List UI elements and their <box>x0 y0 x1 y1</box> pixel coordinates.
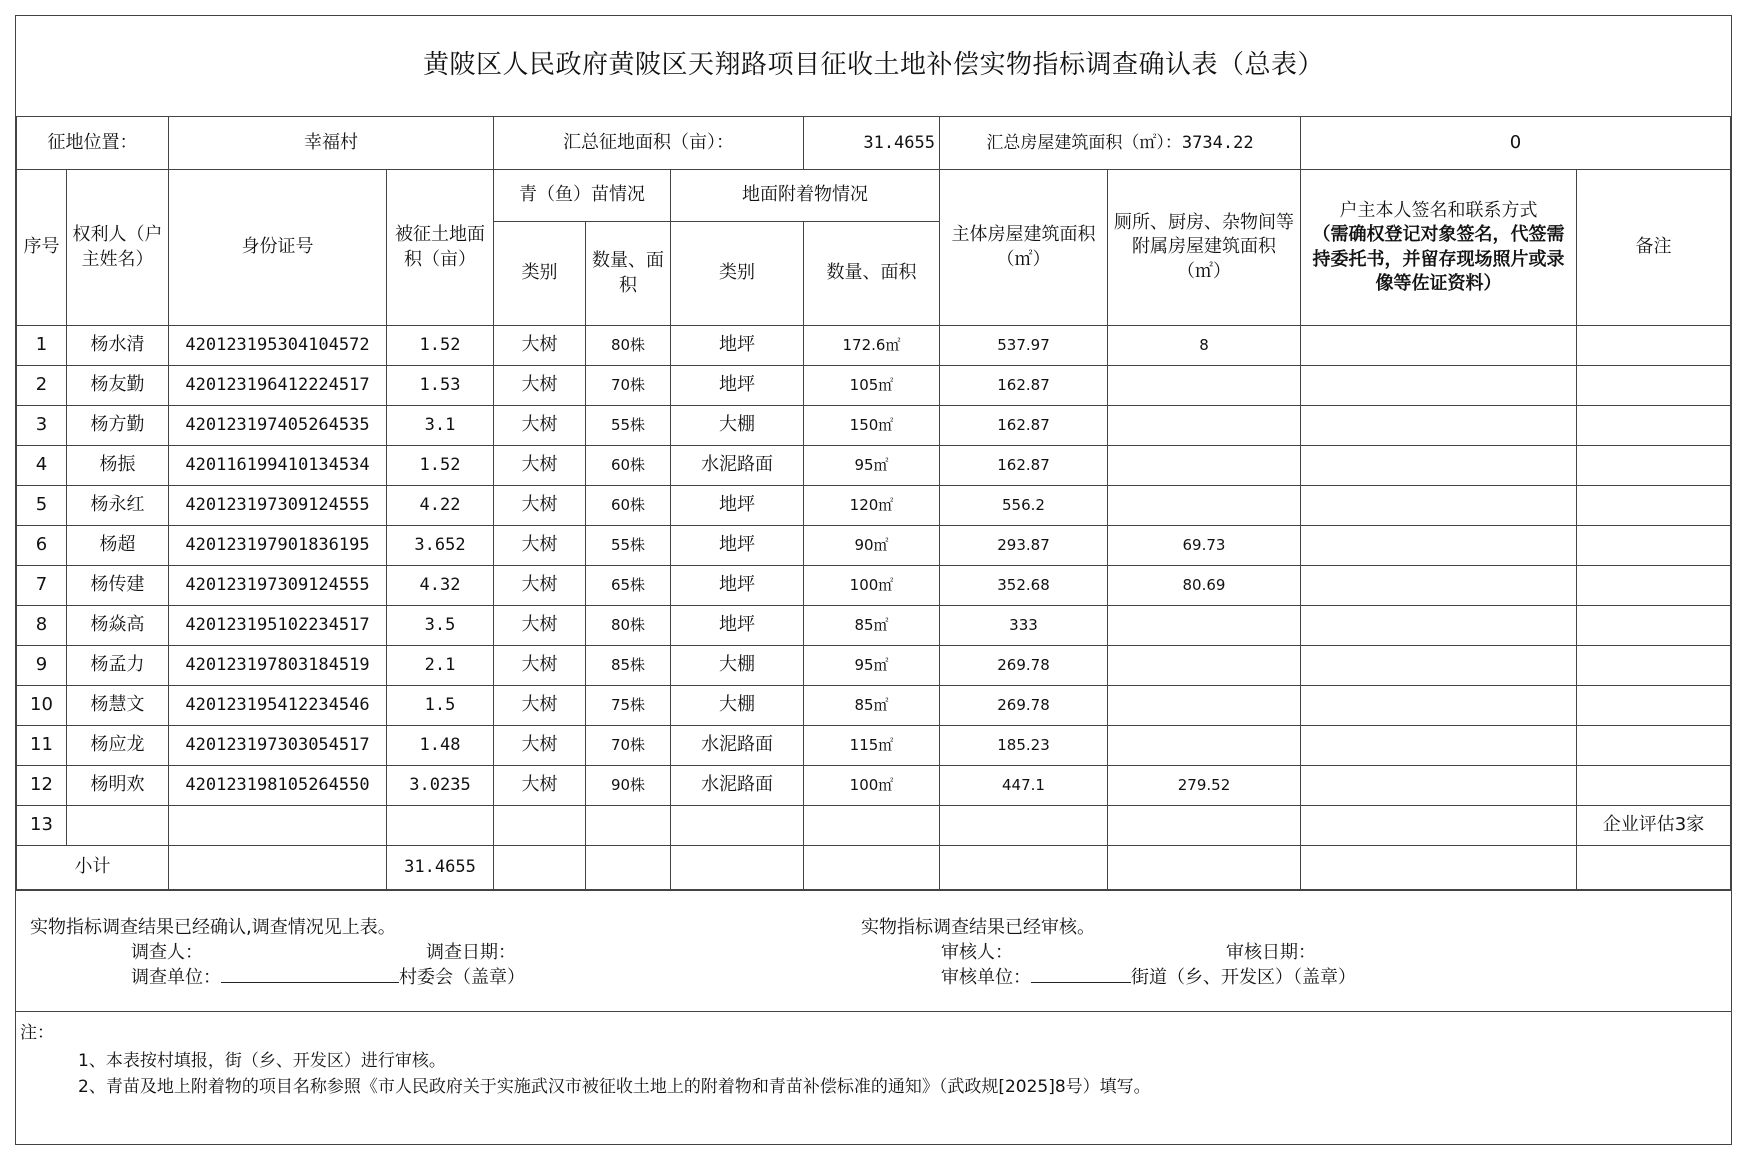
cell-seq: 8 <box>17 606 67 646</box>
table-row <box>17 406 1731 446</box>
cell-attachment-type: 地坪 <box>671 366 804 406</box>
investigation-date-label: 调查日期： <box>426 942 516 963</box>
cell-attachment-type <box>671 806 804 846</box>
cell-attachment-qty: 85㎡ <box>804 606 940 646</box>
cell-attachment-type: 地坪 <box>671 606 804 646</box>
investigation-unit <box>131 963 525 989</box>
cell-attachment-type: 大棚 <box>671 646 804 686</box>
cell-owner: 杨慧文 <box>67 686 169 726</box>
investigation-unit-blank[interactable] <box>221 964 399 983</box>
cell-attachment-qty: 172.6㎡ <box>804 326 940 366</box>
cell-seedling-qty: 85株 <box>586 646 671 686</box>
total-building-label: 汇总房屋建筑面积（㎡）：3734.22 <box>940 117 1301 170</box>
cell-area: 1.48 <box>387 726 494 766</box>
cell-owner <box>67 806 169 846</box>
header-remarks: 备注 <box>1577 170 1731 326</box>
cell-owner: 杨传建 <box>67 566 169 606</box>
cell-main-building: 352.68 <box>940 566 1108 606</box>
survey-form <box>15 15 1732 1145</box>
cell-seq: 1 <box>17 326 67 366</box>
survey-table <box>16 16 1731 890</box>
header-id: 身份证号 <box>169 170 387 326</box>
cell-main-building <box>940 806 1108 846</box>
cell-id: 420123195102234517 <box>169 606 387 646</box>
cell-main-building: 556.2 <box>940 486 1108 526</box>
cell-attachment-type: 地坪 <box>671 486 804 526</box>
cell-attachment-type: 水泥路面 <box>671 446 804 486</box>
reviewer-label: 审核人： <box>941 942 1013 963</box>
cell-attachment-qty: 95㎡ <box>804 646 940 686</box>
header-attachment-group: 地面附着物情况 <box>671 170 940 222</box>
cell-attachment-type: 地坪 <box>671 566 804 606</box>
cell-seedling-type: 大树 <box>494 326 586 366</box>
cell-area: 1.52 <box>387 326 494 366</box>
cell-aux-building <box>1108 686 1301 726</box>
header-main-building: 主体房屋建筑面积（㎡） <box>940 170 1108 326</box>
cell-main-building: 269.78 <box>940 686 1108 726</box>
cell-remark <box>1577 646 1731 686</box>
cell-remark <box>1577 486 1731 526</box>
cell-signature[interactable] <box>1301 726 1577 766</box>
cell-signature[interactable] <box>1301 806 1577 846</box>
cell-area: 2.1 <box>387 646 494 686</box>
subtotal-empty-1 <box>494 846 586 890</box>
review-confirm-text: 实物指标调查结果已经审核。 <box>861 917 1095 938</box>
cell-seq: 7 <box>17 566 67 606</box>
cell-seedling-type: 大树 <box>494 566 586 606</box>
investigation-unit-suffix: 村委会（盖章） <box>399 967 525 988</box>
cell-id: 420123196412224517 <box>169 366 387 406</box>
cell-remark <box>1577 606 1731 646</box>
signature-block <box>16 890 1731 1011</box>
cell-owner: 杨明欢 <box>67 766 169 806</box>
cell-seedling-qty: 80株 <box>586 606 671 646</box>
subtotal-empty-5 <box>940 846 1108 890</box>
cell-main-building: 447.1 <box>940 766 1108 806</box>
cell-seq: 5 <box>17 486 67 526</box>
cell-seedling-type: 大树 <box>494 486 586 526</box>
header-signature <box>1301 170 1577 326</box>
cell-id: 420123197303054517 <box>169 726 387 766</box>
cell-aux-building <box>1108 606 1301 646</box>
cell-id: 420123197901836195 <box>169 526 387 566</box>
cell-id: 420123197309124555 <box>169 486 387 526</box>
cell-seq: 2 <box>17 366 67 406</box>
cell-seedling-type: 大树 <box>494 686 586 726</box>
cell-area <box>387 806 494 846</box>
note-1: 1、本表按村填报，街（乡、开发区）进行审核。 <box>78 1051 446 1071</box>
cell-id: 420123197309124555 <box>169 566 387 606</box>
cell-attachment-qty: 85㎡ <box>804 686 940 726</box>
cell-seedling-qty: 60株 <box>586 486 671 526</box>
cell-signature[interactable] <box>1301 766 1577 806</box>
subtotal-empty-3 <box>671 846 804 890</box>
header-signature-note: （需确权登记对象签名，代签需持委托书，并留存现场照片或录像等佐证资料） <box>1312 224 1565 294</box>
cell-area: 3.5 <box>387 606 494 646</box>
cell-aux-building <box>1108 806 1301 846</box>
investigator-label: 调查人： <box>131 942 203 963</box>
cell-seedling-type: 大树 <box>494 646 586 686</box>
subtotal-empty-2 <box>586 846 671 890</box>
subtotal-area: 31.4655 <box>387 846 494 890</box>
table-row <box>17 486 1731 526</box>
review-date-label: 审核日期： <box>1226 942 1316 963</box>
cell-aux-building <box>1108 406 1301 446</box>
cell-main-building: 162.87 <box>940 446 1108 486</box>
cell-id <box>169 806 387 846</box>
cell-seq: 9 <box>17 646 67 686</box>
table-row <box>17 726 1731 766</box>
cell-signature[interactable] <box>1301 646 1577 686</box>
header-seq: 序号 <box>17 170 67 326</box>
review-unit-suffix: 街道（乡、开发区）（盖章） <box>1131 967 1356 988</box>
investigation-unit-label: 调查单位： <box>131 967 221 988</box>
cell-attachment-qty: 90㎡ <box>804 526 940 566</box>
cell-remark <box>1577 566 1731 606</box>
cell-remark <box>1577 686 1731 726</box>
table-row <box>17 326 1731 366</box>
table-row <box>17 806 1731 846</box>
table-row <box>17 766 1731 806</box>
cell-remark: 企业评估3家 <box>1577 806 1731 846</box>
cell-seedling-qty: 80株 <box>586 326 671 366</box>
cell-remark <box>1577 446 1731 486</box>
cell-attachment-qty: 100㎡ <box>804 566 940 606</box>
cell-aux-building: 80.69 <box>1108 566 1301 606</box>
cell-signature[interactable] <box>1301 326 1577 366</box>
location-label: 征地位置： <box>17 117 169 170</box>
cell-seedling-type: 大树 <box>494 606 586 646</box>
table-row <box>17 686 1731 726</box>
investigation-confirm-text: 实物指标调查结果已经确认,调查情况见上表。 <box>30 917 396 938</box>
cell-remark <box>1577 366 1731 406</box>
cell-owner: 杨孟力 <box>67 646 169 686</box>
cell-owner: 杨水清 <box>67 326 169 366</box>
cell-attachment-qty: 115㎡ <box>804 726 940 766</box>
cell-owner: 杨应龙 <box>67 726 169 766</box>
cell-seedling-type: 大树 <box>494 446 586 486</box>
subtotal-empty-4 <box>804 846 940 890</box>
cell-main-building: 162.87 <box>940 366 1108 406</box>
cell-aux-building: 279.52 <box>1108 766 1301 806</box>
cell-seedling-type: 大树 <box>494 526 586 566</box>
cell-attachment-qty <box>804 806 940 846</box>
cell-seedling-qty: 90株 <box>586 766 671 806</box>
cell-owner: 杨永红 <box>67 486 169 526</box>
table-row <box>17 366 1731 406</box>
cell-aux-building <box>1108 486 1301 526</box>
cell-signature[interactable] <box>1301 606 1577 646</box>
header-seedling-type: 类别 <box>494 222 586 326</box>
cell-seq: 3 <box>17 406 67 446</box>
cell-main-building: 333 <box>940 606 1108 646</box>
extra-value: 0 <box>1301 117 1731 170</box>
cell-seedling-qty: 65株 <box>586 566 671 606</box>
cell-aux-building: 69.73 <box>1108 526 1301 566</box>
cell-id: 420123198105264550 <box>169 766 387 806</box>
cell-signature[interactable] <box>1301 686 1577 726</box>
cell-seq: 10 <box>17 686 67 726</box>
cell-signature[interactable] <box>1301 526 1577 566</box>
cell-seedling-type: 大树 <box>494 766 586 806</box>
cell-owner: 杨友勤 <box>67 366 169 406</box>
cell-remark <box>1577 726 1731 766</box>
page-title: 黄陂区人民政府黄陂区天翔路项目征收土地补偿实物指标调查确认表（总表） <box>17 16 1731 117</box>
cell-attachment-type: 水泥路面 <box>671 726 804 766</box>
cell-signature[interactable] <box>1301 366 1577 406</box>
subtotal-row <box>17 846 1731 890</box>
total-area-value: 31.4655 <box>804 117 940 170</box>
cell-signature[interactable] <box>1301 566 1577 606</box>
note-2: 2、青苗及地上附着物的项目名称参照《市人民政府关于实施武汉市被征收土地上的附着物和青苗补偿标准的通知》（武政规[2025]8号）填写。 <box>78 1077 1151 1097</box>
cell-seedling-qty: 55株 <box>586 406 671 446</box>
cell-owner: 杨焱高 <box>67 606 169 646</box>
cell-remark <box>1577 526 1731 566</box>
cell-attachment-type: 水泥路面 <box>671 766 804 806</box>
table-row <box>17 646 1731 686</box>
cell-remark <box>1577 406 1731 446</box>
cell-id: 420123195304104572 <box>169 326 387 366</box>
notes-label: 注： <box>20 1023 54 1043</box>
subtotal-empty-id <box>169 846 387 890</box>
header-aux-building: 厕所、厨房、杂物间等附属房屋建筑面积（㎡） <box>1108 170 1301 326</box>
cell-main-building: 185.23 <box>940 726 1108 766</box>
subtotal-label: 小计 <box>17 846 169 890</box>
cell-main-building: 537.97 <box>940 326 1108 366</box>
header-seedling-qty: 数量、面积 <box>586 222 671 326</box>
table-row <box>17 446 1731 486</box>
cell-owner: 杨振 <box>67 446 169 486</box>
cell-seq: 4 <box>17 446 67 486</box>
cell-area: 3.652 <box>387 526 494 566</box>
review-unit-label: 审核单位： <box>941 967 1031 988</box>
review-unit-blank[interactable] <box>1031 964 1131 983</box>
cell-seedling-qty <box>586 806 671 846</box>
review-unit <box>941 963 1356 989</box>
cell-area: 3.0235 <box>387 766 494 806</box>
cell-attachment-qty: 100㎡ <box>804 766 940 806</box>
cell-area: 1.52 <box>387 446 494 486</box>
cell-aux-building <box>1108 726 1301 766</box>
subtotal-empty-7 <box>1301 846 1577 890</box>
cell-seedling-type: 大树 <box>494 406 586 446</box>
cell-attachment-type: 大棚 <box>671 686 804 726</box>
cell-main-building: 162.87 <box>940 406 1108 446</box>
cell-seedling-qty: 60株 <box>586 446 671 486</box>
cell-main-building: 293.87 <box>940 526 1108 566</box>
cell-seedling-type <box>494 806 586 846</box>
cell-attachment-qty: 150㎡ <box>804 406 940 446</box>
cell-seedling-type: 大树 <box>494 366 586 406</box>
cell-owner: 杨超 <box>67 526 169 566</box>
cell-signature[interactable] <box>1301 406 1577 446</box>
cell-aux-building <box>1108 446 1301 486</box>
cell-area: 1.53 <box>387 366 494 406</box>
cell-main-building: 269.78 <box>940 646 1108 686</box>
table-row <box>17 526 1731 566</box>
cell-aux-building <box>1108 646 1301 686</box>
total-area-label: 汇总征地面积（亩）： <box>494 117 804 170</box>
table-row <box>17 606 1731 646</box>
cell-seq: 6 <box>17 526 67 566</box>
cell-id: 420116199410134534 <box>169 446 387 486</box>
cell-attachment-type: 大棚 <box>671 406 804 446</box>
cell-seq: 12 <box>17 766 67 806</box>
cell-seedling-qty: 75株 <box>586 686 671 726</box>
cell-aux-building <box>1108 366 1301 406</box>
cell-remark <box>1577 326 1731 366</box>
cell-attachment-type: 地坪 <box>671 526 804 566</box>
subtotal-empty-6 <box>1108 846 1301 890</box>
cell-id: 420123197803184519 <box>169 646 387 686</box>
header-attachment-qty: 数量、面积 <box>804 222 940 326</box>
cell-seq: 13 <box>17 806 67 846</box>
cell-attachment-qty: 105㎡ <box>804 366 940 406</box>
cell-seedling-type: 大树 <box>494 726 586 766</box>
cell-area: 3.1 <box>387 406 494 446</box>
cell-signature[interactable] <box>1301 446 1577 486</box>
header-signature-title: 户主本人签名和联系方式 <box>1339 199 1538 221</box>
cell-aux-building: 8 <box>1108 326 1301 366</box>
table-row <box>17 566 1731 606</box>
cell-area: 1.5 <box>387 686 494 726</box>
cell-attachment-type: 地坪 <box>671 326 804 366</box>
header-owner: 权利人（户主姓名） <box>67 170 169 326</box>
subtotal-empty-8 <box>1577 846 1731 890</box>
cell-owner: 杨方勤 <box>67 406 169 446</box>
cell-attachment-qty: 95㎡ <box>804 446 940 486</box>
cell-id: 420123195412234546 <box>169 686 387 726</box>
header-attachment-type: 类别 <box>671 222 804 326</box>
cell-seedling-qty: 70株 <box>586 366 671 406</box>
cell-seedling-qty: 70株 <box>586 726 671 766</box>
cell-attachment-qty: 120㎡ <box>804 486 940 526</box>
cell-remark <box>1577 766 1731 806</box>
cell-signature[interactable] <box>1301 486 1577 526</box>
cell-id: 420123197405264535 <box>169 406 387 446</box>
header-land-area: 被征土地面积（亩） <box>387 170 494 326</box>
cell-seedling-qty: 55株 <box>586 526 671 566</box>
cell-area: 4.22 <box>387 486 494 526</box>
header-seedling-group: 青（鱼）苗情况 <box>494 170 671 222</box>
cell-seq: 11 <box>17 726 67 766</box>
location-value: 幸福村 <box>169 117 494 170</box>
cell-area: 4.32 <box>387 566 494 606</box>
notes-block <box>16 1011 1731 1144</box>
